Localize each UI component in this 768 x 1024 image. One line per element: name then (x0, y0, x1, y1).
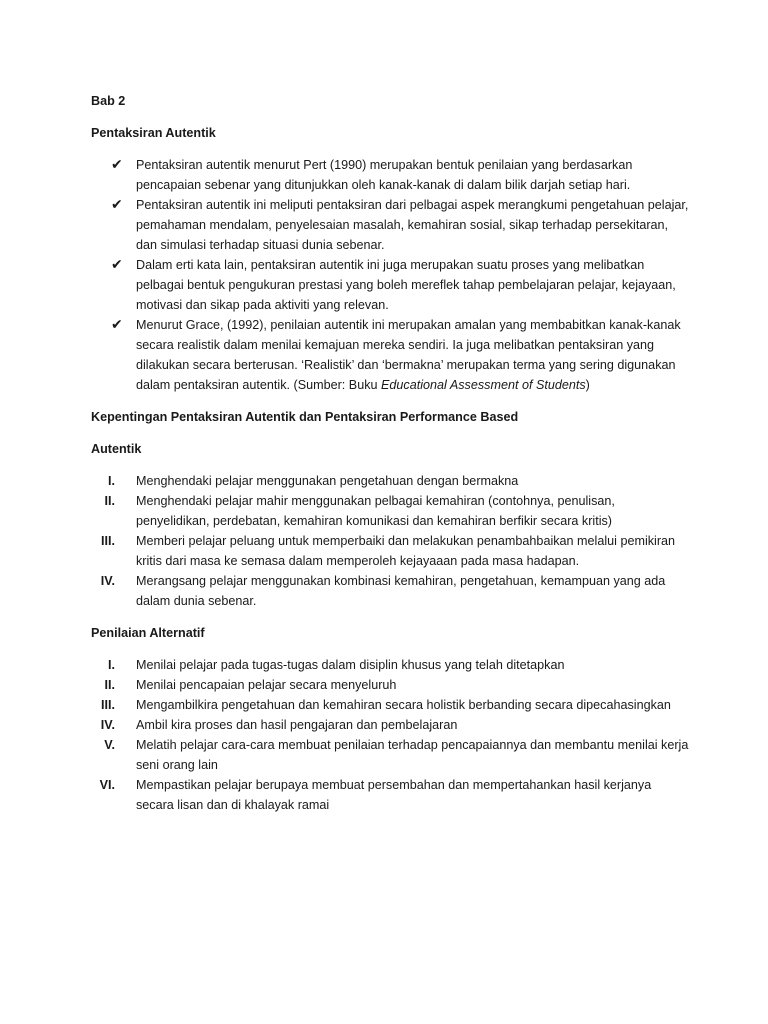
list-penilaian-alternatif (91, 655, 691, 815)
list-number: VI. (99, 778, 115, 792)
checkmark-icon: ✔ (111, 257, 123, 273)
checklist-pentaksiran (91, 155, 691, 395)
checkmark-icon: ✔ (111, 317, 123, 333)
list-number: I. (108, 658, 115, 672)
checklist-item (91, 195, 691, 255)
list-item (91, 655, 691, 675)
list-item (91, 775, 691, 815)
checklist-item-text: Menurut Grace, (1992), penilaian autentik ini merupakan amalan yang membabitkan kanak-kanak secara realistik dalam menilai kemajuan mereka sendiri. Ia juga melibatkan pentaksiran yang dilakukan secara berterusan. ‘Realistik’ dan ‘bermakna’ merupakan terma yang sering digunakan dalam pentaksiran autentik. (Sumber: Buku (136, 318, 681, 392)
list-item (91, 531, 691, 571)
list-item (91, 715, 691, 735)
list-number: III. (101, 698, 115, 712)
list-item (91, 695, 691, 715)
list-item-text: Menghendaki pelajar menggunakan pengetahuan dengan bermakna (136, 474, 519, 488)
closing-paren: ) (585, 378, 590, 392)
list-item-text: Melatih pelajar cara-cara membuat penilaian terhadap pencapaiannya dan membantu menilai kerja seni orang lain (136, 738, 689, 772)
section-heading-penilaian-alternatif: Penilaian Alternatif (91, 626, 205, 640)
list-number: I. (108, 474, 115, 488)
list-item (91, 735, 691, 775)
list-autentik (91, 471, 691, 611)
section-heading-pentaksiran-autentik: Pentaksiran Autentik (91, 126, 216, 140)
list-number: III. (101, 534, 115, 548)
list-item (91, 491, 691, 531)
document-content (91, 91, 691, 815)
list-item-text: Mengambilkira pengetahuan dan kemahiran secara holistik berbanding secara dipecahasingkan (136, 698, 671, 712)
list-item-text: Mempastikan pelajar berupaya membuat persembahan dan mempertahankan hasil kerjanya secara lisan dan di khalayak ramai (136, 778, 652, 812)
checklist-item (91, 315, 691, 395)
list-item (91, 471, 691, 491)
checkmark-icon: ✔ (111, 157, 123, 173)
section-heading-kepentingan: Kepentingan Pentaksiran Autentik dan Pentaksiran Performance Based (91, 410, 519, 424)
list-item-text: Memberi pelajar peluang untuk memperbaiki dan melakukan penambahbaikan melalui pemikiran kritis dari masa ke semasa dalam memperoleh kejayaaan pada masa hadapan. (136, 534, 676, 568)
list-item-text: Menilai pencapaian pelajar secara menyeluruh (136, 678, 397, 692)
list-number: II. (104, 494, 115, 508)
checklist-item-text: Pentaksiran autentik ini meliputi pentaksiran dari pelbagai aspek merangkumi pengetahuan pelajar, pemahaman mendalam, penyelesaian masalah, kemahiran sosial, sikap terhadap persekitaran, dan simulasi terhadap situasi dunia sebenar. (136, 198, 689, 252)
list-item-text: Menghendaki pelajar mahir menggunakan pelbagai kemahiran (contohnya, penulisan, penyelidikan, perdebatan, kemahiran komunikasi dan kemahiran berfikir secara kritis) (136, 494, 615, 528)
checklist-item-text: Pentaksiran autentik menurut Pert (1990) merupakan bentuk penilaian yang berdasarkan pencapaian sebenar yang ditunjukkan oleh kanak-kanak di dalam bilik darjah setiap hari. (136, 158, 633, 192)
list-item (91, 675, 691, 695)
book-title: Educational Assessment of Students (381, 378, 586, 392)
list-item-text: Merangsang pelajar menggunakan kombinasi kemahiran, pengetahuan, kemampuan yang ada dalam dunia sebenar. (136, 574, 666, 608)
list-item-text: Ambil kira proses dan hasil pengajaran dan pembelajaran (136, 718, 458, 732)
list-number: IV. (100, 718, 115, 732)
checklist-item-text: Dalam erti kata lain, pentaksiran autentik ini juga merupakan suatu proses yang melibatkan pelbagai bentuk pengukuran prestasi yang boleh mereflek tahap pembelajaran pelajar, kejayaan, motivasi dan sikap pada aktiviti yang relevan. (136, 258, 676, 312)
chapter-heading: Bab 2 (91, 94, 126, 108)
list-item (91, 571, 691, 611)
list-number: IV. (100, 574, 115, 588)
section-heading-autentik: Autentik (91, 442, 142, 456)
checklist-item (91, 155, 691, 195)
checkmark-icon: ✔ (111, 197, 123, 213)
list-number: V. (104, 738, 115, 752)
checklist-item (91, 255, 691, 315)
list-item-text: Menilai pelajar pada tugas-tugas dalam disiplin khusus yang telah ditetapkan (136, 658, 565, 672)
list-number: II. (104, 678, 115, 692)
